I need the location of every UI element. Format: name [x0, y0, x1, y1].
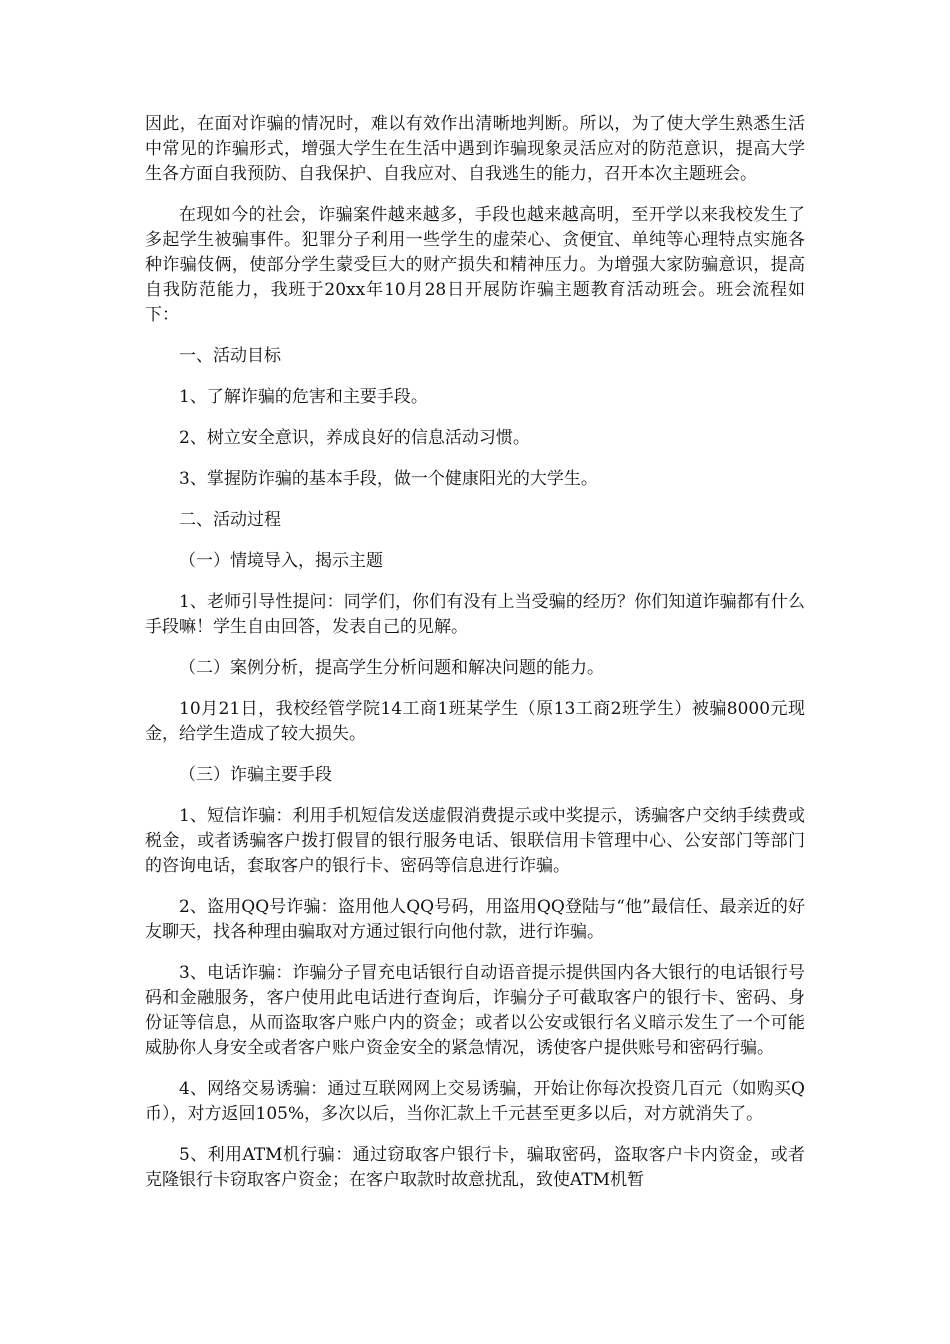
subheading-fraud-methods: （三）诈骗主要手段	[179, 765, 332, 785]
goal-item-2: 2、树立安全意识，养成良好的信息活动习惯。	[179, 428, 530, 448]
document-body	[145, 112, 805, 1209]
method-online-trade-fraud: 4、网络交易诱骗：通过互联网网上交易诱骗，开始让你每次投资几百元（如购买Q币），对方返回105%，多次以后，当你汇款上千元甚至更多以后，对方就消失了。	[145, 1079, 805, 1124]
method-atm-fraud: 5、利用ATM机行骗：通过窃取客户银行卡，骗取密码，盗取客户卡内资金，或者克隆银行卡窃取客户资金；在客户取款时故意扰乱，致使ATM机暂	[145, 1145, 805, 1190]
method-qq-fraud: 2、盗用QQ号诈骗：盗用他人QQ号码，用盗用QQ登陆与“他”最信任、最亲近的好友聊天，找各种理由骗取对方通过银行向他付款，进行诈骗。	[145, 897, 805, 942]
method-sms-fraud: 1、短信诈骗：利用手机短信发送虚假消费提示或中奖提示，诱骗客户交纳手续费或税金，或者诱骗客户拨打假冒的银行服务电话、银联信用卡管理中心、公安部门等部门的咨询电话，套取客户的银行卡、密码等信息进行诈骗。	[145, 806, 805, 876]
paragraph-case-detail: 10月21日，我校经管学院14工商1班某学生（原13工商2班学生）被骗8000元现金，给学生造成了较大损失。	[145, 699, 805, 744]
subheading-scenario-intro: （一）情境导入，揭示主题	[179, 551, 383, 571]
paragraph-teacher-question: 1、老师引导性提问：同学们，你们有没有上当受骗的经历？你们知道诈骗都有什么手段嘛！学生自由回答，发表自己的见解。	[145, 592, 805, 637]
heading-activity-goals: 一、活动目标	[179, 346, 281, 366]
method-phone-fraud: 3、电话诈骗：诈骗分子冒充电话银行自动语音提示提供国内各大银行的电话银行号码和金融服务，客户使用此电话进行查询后，诈骗分子可截取客户的银行卡、密码、身份证等信息，从而盗取客户账户内的资金；或者以公安或银行名义暗示发生了一个可能威胁你人身安全或者客户账户资金安全的紧急情况，诱使客户提供账号和密码行骗。	[145, 963, 805, 1058]
paragraph-intro-continued: 因此，在面对诈骗的情况时，难以有效作出清晰地判断。所以，为了使大学生熟悉生活中常见的诈骗形式，增强大学生在生活中遇到诈骗现象灵活应对的防范意识，提高大学生各方面自我预防、自我保护、自我应对、自我逃生的能力，召开本次主题班会。	[145, 114, 805, 184]
goal-item-1: 1、了解诈骗的危害和主要手段。	[179, 387, 428, 407]
paragraph-background: 在现如今的社会，诈骗案件越来越多，手段也越来越高明，至开学以来我校发生了多起学生被骗事件。犯罪分子利用一些学生的虚荣心、贪便宜、单纯等心理特点实施各种诈骗伎俩，使部分学生蒙受巨大的财产损失和精神压力。为增强大家防骗意识，提高自我防范能力，我班于20xx年10月28日开展防诈骗主题教育活动班会。班会流程如下：	[145, 205, 805, 325]
subheading-case-analysis: （二）案例分析，提高学生分析问题和解决问题的能力。	[179, 658, 604, 678]
goal-item-3: 3、掌握防诈骗的基本手段，做一个健康阳光的大学生。	[179, 469, 598, 489]
heading-activity-process: 二、活动过程	[179, 510, 281, 530]
